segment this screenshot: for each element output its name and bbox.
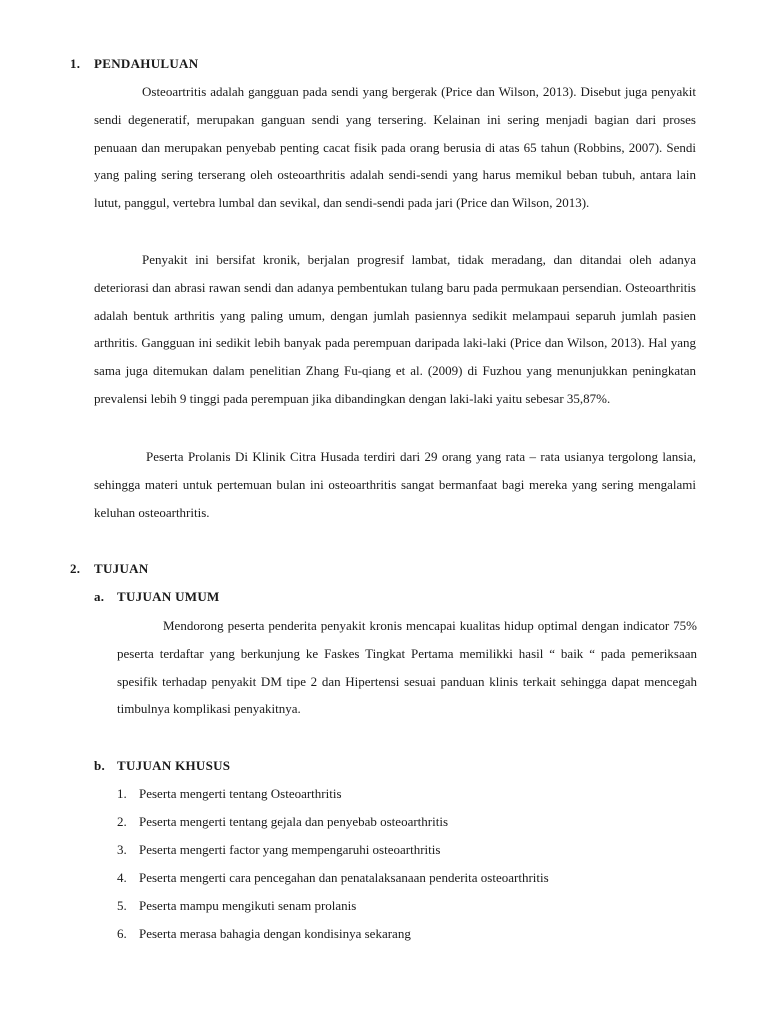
list-item-number: 1. xyxy=(117,786,127,801)
paragraph-peserta-prolanis: Peserta Prolanis Di Klinik Citra Husada terdiri dari 29 orang yang rata – rata usianya tergolong lansia, sehingga materi untuk pertemuan bulan ini osteoarthritis sangat bermanfaat bagi mereka yang sering mengalami keluhan osteoarthritis. xyxy=(94,449,696,520)
list-item-text: Peserta mengerti tentang gejala dan penyebab osteoarthritis xyxy=(139,814,448,829)
tujuan-khusus-list xyxy=(117,782,549,950)
list-item xyxy=(117,894,549,922)
list-item-text: Peserta mengerti factor yang mempengaruhi osteoarthritis xyxy=(139,842,441,857)
paragraph-tujuan-umum: Mendorong peserta penderita penyakit kronis mencapai kualitas hidup optimal dengan indicator 75% peserta terdaftar yang berkunjung ke Faskes Tingkat Pertama memilikki hasil “ baik “ pada pemeriksaan spesifik terhadap penyakit DM tipe 2 dan Hipertensi sesuai panduan klinis terkait sehingga dapat mencegah timbulnya komplikasi penyakitnya. xyxy=(117,618,697,717)
section-number: 1. xyxy=(70,56,81,71)
section-number: 2. xyxy=(70,561,81,576)
section-title: PENDAHULUAN xyxy=(94,56,199,71)
list-item-text: Peserta merasa bahagia dengan kondisinya sekarang xyxy=(139,926,411,941)
subsection-title: TUJUAN KHUSUS xyxy=(117,758,231,773)
list-item-number: 5. xyxy=(117,898,127,913)
list-item-number: 4. xyxy=(117,870,127,885)
list-item-text: Peserta mengerti cara pencegahan dan penatalaksanaan penderita osteoarthritis xyxy=(139,870,549,885)
list-item xyxy=(117,866,549,894)
list-item-text: Peserta mengerti tentang Osteoarthritis xyxy=(139,786,342,801)
list-item xyxy=(117,838,549,866)
subsection-letter: b. xyxy=(94,758,106,773)
paragraph-penyakit-kronik: Penyakit ini bersifat kronik, berjalan progresif lambat, tidak meradang, dan ditandai oleh adanya deteriorasi dan abrasi rawan sendi dan adanya pembentukan tulang baru pada permukaan persendian. Osteoarthritis adalah bentuk arthritis yang paling umum, dengan jumlah pasiennya sedikit melampaui separuh jumlah pasien arthritis. Gangguan ini sedikit lebih banyak pada perempuan daripada laki-laki (Price dan Wilson, 2013). Hal yang sama juga ditemukan dalam penelitian Zhang Fu-qiang et al. (2009) di Fuzhou yang menunjukkan peningkatan prevalensi lebih 9 tinggi pada perempuan jika dibandingkan dengan laki-laki yaitu sebesar 35,87%. xyxy=(94,252,696,406)
section-heading-tujuan xyxy=(70,561,149,577)
list-item-number: 6. xyxy=(117,926,127,941)
list-item xyxy=(117,810,549,838)
section-title: TUJUAN xyxy=(94,561,149,576)
list-item-number: 3. xyxy=(117,842,127,857)
list-item xyxy=(117,782,549,810)
list-item-number: 2. xyxy=(117,814,127,829)
subsection-letter: a. xyxy=(94,589,105,604)
subsection-title: TUJUAN UMUM xyxy=(117,589,220,604)
paragraph-osteoartritis-definition: Osteoartritis adalah gangguan pada sendi yang bergerak (Price dan Wilson, 2013). Disebut juga penyakit sendi degeneratif, merupakan ganguan sendi yang tersering. Kelainan ini sering menjadi bagian dari proses penuaan dan merupakan penyebab penting cacat fisik pada orang berusia di atas 65 tahun (Robbins, 2007). Sendi yang paling sering terserang oleh osteoarthritis adalah sendi-sendi yang harus memikul beban tubuh, antara lain lutut, panggul, vertebra lumbal dan sevikal, dan sendi-sendi pada jari (Price dan Wilson, 2013). xyxy=(94,84,696,211)
subsection-heading-tujuan-umum xyxy=(94,589,220,605)
list-item-text: Peserta mampu mengikuti senam prolanis xyxy=(139,898,357,913)
list-item xyxy=(117,922,549,950)
subsection-heading-tujuan-khusus xyxy=(94,758,230,774)
section-heading-pendahuluan xyxy=(70,56,198,72)
